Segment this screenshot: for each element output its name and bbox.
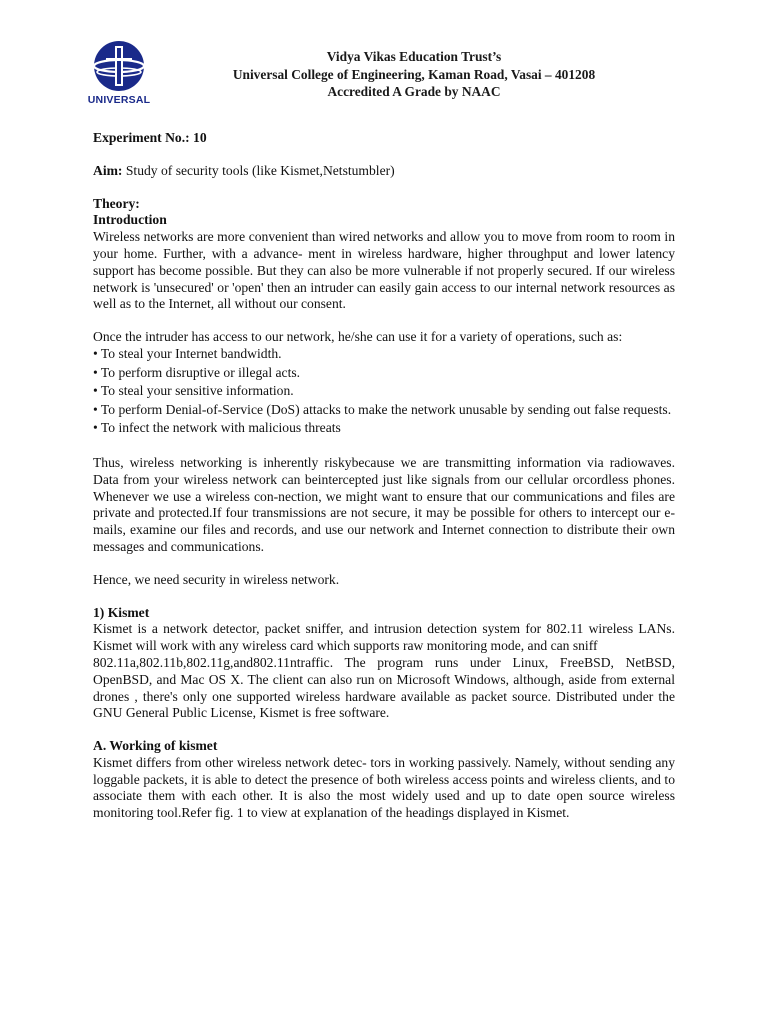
threat-list — [93, 346, 675, 437]
list-item: • To perform Denial-of-Service (DoS) attacks to make the network unusable by sending out false requests. — [93, 401, 672, 417]
aim-text: Study of security tools (like Kismet,Netstumbler) — [122, 162, 395, 178]
letterhead — [84, 38, 684, 110]
college-name: Universal College of Engineering, Kaman Road, Vasai – 401208 — [232, 66, 596, 82]
aim-line — [93, 163, 675, 180]
logo-wordmark: UNIVERSAL — [87, 94, 151, 106]
list-item: • To steal your Internet bandwidth. — [93, 345, 282, 361]
experiment-title: Experiment No.: 10 — [93, 130, 207, 145]
intro-paragraph: Wireless networks are more convenient than wired networks and allow you to move from room to room in your home. Further, with a advance- ment in wireless hardware, higher throughput and lower latency support has become possible. But they can also be more vulnerable if not properly secured. If our wireless network is 'unsecured' or 'open' then an intruder can easily gain access to our internal network resources as well as to the Internet, all without our consent. — [93, 229, 675, 312]
aim-label: Aim: — [93, 162, 123, 178]
list-item: • To perform disruptive or illegal acts. — [93, 364, 301, 380]
kismet-heading: 1) Kismet — [93, 604, 150, 620]
institution-block — [194, 48, 634, 101]
list-item: • To infect the network with malicious threats — [93, 420, 341, 436]
intro-heading: Introduction — [93, 212, 167, 228]
kismet-paragraph-1: Kismet is a network detector, packet sniffer, and intrusion detection system for 802.11 wireless LANs. Kismet will work with any wireless card which supports raw monitoring mode, and can sniff — [93, 621, 675, 654]
accreditation: Accredited A Grade by NAAC — [327, 84, 501, 99]
working-heading: A. Working of kismet — [93, 738, 218, 754]
theory-heading: Theory: — [93, 195, 140, 211]
trust-name: Vidya Vikas Education Trust’s — [326, 49, 502, 64]
document-body — [93, 130, 675, 822]
hence-paragraph: Hence, we need security in wireless network. — [93, 571, 340, 587]
working-paragraph: Kismet differs from other wireless network detec- tors in working passively. Namely, without sending any loggable packets, it is able to detect the presence of both wireless access points and wireless clients, and to associate them with each other. It is also the most widely used and up to date open source wireless monitoring tool.Refer fig. 1 to view at explanation of the headings displayed in Kismet. — [93, 754, 675, 821]
thus-paragraph: Thus, wireless networking is inherently riskybecause we are transmitting information via radiowaves. Data from your wireless network can beintercepted just like signals from our cellular orcordless phones. Whenever we use a wireless con-nection, we might want to ensure that our communications and files are private and protected.If four transmissions are not secure, it may be possible for others to intercept our e-mails, examine our files and records, and use our network and Internet connection to distribute their own messages and communications. — [93, 454, 675, 554]
intruder-paragraph: Once the intruder has access to our network, he/she can use it for a variety of operations, such as: — [93, 329, 623, 345]
list-item: • To steal your sensitive information. — [93, 383, 294, 399]
kismet-paragraph-2: 802.11a,802.11b,802.11g,and802.11ntraffic. The program runs under Linux, FreeBSD, NetBSD, OpenBSD, and Mac OS X. The client can also run on Microsoft Windows, although, aside from external drones , there's only one supported wireless hardware available as packet source. Distributed under the GNU General Public License, Kismet is free software. — [93, 654, 675, 721]
